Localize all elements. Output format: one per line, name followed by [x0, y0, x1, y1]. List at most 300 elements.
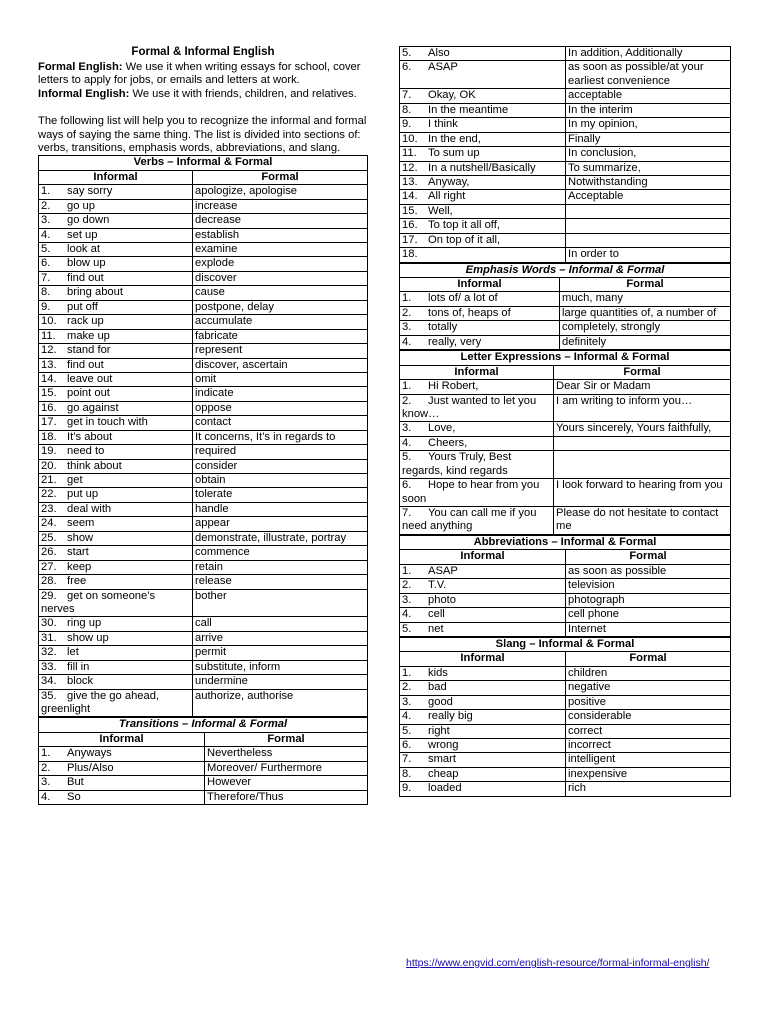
emphasis-row	[400, 321, 731, 335]
abbreviation-row	[400, 579, 731, 593]
formal-cell: appear	[193, 517, 368, 531]
formal-cell: obtain	[193, 474, 368, 488]
slang-row	[400, 666, 731, 680]
informal-cell	[400, 739, 566, 753]
informal-text: let	[67, 646, 79, 659]
informal-cell	[39, 228, 193, 242]
abbreviations-col-formal: Formal	[566, 550, 731, 564]
row-number: 17.	[41, 416, 57, 429]
formal-cell: Moreover/ Furthermore	[205, 761, 368, 775]
transition-row	[39, 747, 368, 761]
formal-cell	[554, 436, 731, 450]
verb-row	[39, 228, 368, 242]
verb-row	[39, 315, 368, 329]
transition-row	[400, 47, 731, 61]
letter-row	[400, 479, 731, 507]
formal-text: We use it when writing essays for school, cover letters to apply for jobs, or emails and letters at work.	[38, 60, 361, 87]
formal-cell: intelligent	[566, 753, 731, 767]
informal-text: bring about	[67, 286, 123, 299]
row-number: 6.	[402, 61, 412, 74]
informal-cell	[400, 710, 566, 724]
verb-row	[39, 257, 368, 271]
row-number: 6.	[402, 739, 412, 751]
formal-cell	[566, 219, 731, 233]
row-number: 17.	[402, 233, 418, 246]
page-title: Formal & Informal English	[131, 46, 275, 58]
formal-cell: considerable	[566, 710, 731, 724]
formal-cell: substitute, inform	[193, 660, 368, 674]
verb-row	[39, 631, 368, 645]
informal-cell	[39, 243, 193, 257]
right-column	[399, 46, 731, 797]
formal-cell: I am writing to inform you…	[554, 394, 731, 422]
informal-text: show	[67, 531, 94, 544]
informal-cell	[400, 622, 566, 636]
informal-text: I think	[428, 118, 458, 131]
verb-row	[39, 243, 368, 257]
row-number: 18.	[41, 430, 57, 443]
verbs-title: Verbs – Informal & Formal	[39, 156, 368, 170]
row-number: 2.	[402, 579, 412, 592]
transition-row	[400, 190, 731, 204]
emphasis-table	[399, 263, 731, 351]
row-number: 10.	[402, 132, 418, 145]
informal-cell	[39, 776, 205, 790]
formal-cell: examine	[193, 243, 368, 257]
verb-row	[39, 531, 368, 545]
formal-cell: contact	[193, 416, 368, 430]
row-number: 35.	[41, 689, 57, 702]
row-number: 1.	[402, 666, 412, 679]
informal-text: make up	[67, 329, 110, 342]
row-number: 3.	[402, 593, 412, 606]
verb-row	[39, 430, 368, 444]
verb-row	[39, 329, 368, 343]
row-number: 7.	[402, 507, 412, 519]
formal-cell: release	[193, 575, 368, 589]
informal-cell	[39, 531, 193, 545]
informal-cell	[39, 271, 193, 285]
informal-text: ring up	[67, 617, 102, 630]
informal-cell	[39, 358, 193, 372]
verb-row	[39, 286, 368, 300]
row-number: 13.	[402, 175, 418, 188]
transition-row	[400, 61, 731, 89]
row-number: 2.	[41, 761, 51, 774]
informal-text: smart	[428, 753, 456, 766]
transition-row	[400, 248, 731, 262]
informal-text: bad	[428, 681, 447, 694]
intro-paragraph: The following list will help you to recognize the informal and formal ways of saying the same thing. The list is divided into sections of: verbs, transitions, emphasis words, abbreviations, and slang.	[38, 115, 367, 154]
abbreviations-table	[399, 535, 731, 637]
verb-row	[39, 646, 368, 660]
formal-cell: discover, ascertain	[193, 358, 368, 372]
row-number: 11.	[41, 329, 56, 342]
informal-text: put up	[67, 488, 99, 501]
abbreviation-row	[400, 608, 731, 622]
intro-section	[38, 46, 368, 155]
formal-cell: inexpensive	[566, 767, 731, 781]
informal-cell	[400, 681, 566, 695]
row-number: 7.	[41, 271, 51, 284]
slang-row	[400, 710, 731, 724]
abbreviation-row	[400, 622, 731, 636]
informal-cell	[39, 214, 193, 228]
informal-text: Love,	[428, 422, 456, 435]
verb-row	[39, 199, 368, 213]
informal-cell	[400, 436, 554, 450]
formal-cell: Therefore/Thus	[205, 790, 368, 804]
row-number: 16.	[41, 401, 57, 414]
formal-cell: correct	[566, 724, 731, 738]
formal-cell: incorrect	[566, 739, 731, 753]
transition-row	[39, 776, 368, 790]
formal-cell: demonstrate, illustrate, portray	[193, 531, 368, 545]
letter-row	[400, 451, 731, 479]
informal-cell	[400, 593, 566, 607]
formal-cell: negative	[566, 681, 731, 695]
slang-col-formal: Formal	[566, 652, 731, 666]
informal-text: In the end,	[428, 132, 481, 145]
formal-cell: bother	[193, 589, 368, 617]
formal-cell: Acceptable	[566, 190, 731, 204]
emphasis-row	[400, 292, 731, 306]
formal-cell: apologize, apologise	[193, 185, 368, 199]
row-number: 8.	[402, 103, 412, 116]
row-number: 6.	[402, 479, 412, 492]
informal-text: put off	[67, 300, 98, 313]
row-number: 15.	[41, 387, 57, 400]
transition-row	[400, 103, 731, 117]
informal-text: block	[67, 675, 94, 688]
slang-row	[400, 753, 731, 767]
transitions-col-formal: Formal	[205, 732, 368, 746]
informal-cell	[39, 199, 193, 213]
informal-cell	[400, 507, 554, 535]
row-number: 7.	[402, 753, 412, 766]
informal-text: right	[428, 724, 450, 737]
formal-cell: commence	[193, 546, 368, 560]
transition-row	[400, 175, 731, 189]
verb-row	[39, 387, 368, 401]
formal-cell: oppose	[193, 401, 368, 415]
row-number: 9.	[41, 300, 51, 313]
row-number: 3.	[402, 321, 412, 334]
informal-cell	[39, 675, 193, 689]
informal-cell	[39, 257, 193, 271]
formal-cell: positive	[566, 695, 731, 709]
letter-row	[400, 394, 731, 422]
informal-text: look at	[67, 243, 100, 256]
verb-row	[39, 459, 368, 473]
informal-text: Anyway,	[428, 175, 470, 188]
informal-cell	[400, 724, 566, 738]
informal-text: To sum up	[428, 147, 480, 160]
formal-cell: children	[566, 666, 731, 680]
informal-text: find out	[67, 358, 104, 371]
informal-cell	[39, 589, 193, 617]
formal-cell: Please do not hesitate to contact me	[554, 507, 731, 535]
informal-cell	[400, 479, 554, 507]
transition-row	[400, 219, 731, 233]
informal-cell	[400, 608, 566, 622]
informal-text: get in touch with	[67, 416, 148, 429]
informal-text: good	[428, 695, 453, 708]
informal-text: All right	[428, 190, 466, 203]
formal-cell: photograph	[566, 593, 731, 607]
emphasis-title: Emphasis Words – Informal & Formal	[400, 263, 731, 277]
formal-cell: In conclusion,	[566, 147, 731, 161]
verb-row	[39, 271, 368, 285]
formal-cell: omit	[193, 372, 368, 386]
verbs-col-formal: Formal	[193, 170, 368, 184]
informal-cell	[39, 445, 193, 459]
emphasis-col-informal: Informal	[400, 278, 560, 292]
row-number: 13.	[41, 358, 57, 371]
informal-cell	[400, 321, 560, 335]
formal-cell	[566, 204, 731, 218]
formal-cell: authorize, authorise	[193, 689, 368, 717]
formal-cell: rich	[566, 782, 731, 796]
informal-cell	[400, 233, 566, 247]
formal-cell: acceptable	[566, 89, 731, 103]
informal-text: Just wanted to let you know…	[402, 394, 537, 420]
formal-cell: retain	[193, 560, 368, 574]
informal-cell	[400, 118, 566, 132]
row-number: 19.	[41, 445, 57, 458]
formal-cell: call	[193, 617, 368, 631]
informal-cell	[39, 401, 193, 415]
row-number: 10.	[41, 315, 57, 328]
formal-cell: discover	[193, 271, 368, 285]
informal-cell	[400, 753, 566, 767]
informal-text: Hi Robert,	[428, 380, 479, 393]
letter-col-formal: Formal	[554, 365, 731, 379]
formal-cell: arrive	[193, 631, 368, 645]
formal-cell: In the interim	[566, 103, 731, 117]
transition-row	[400, 89, 731, 103]
letter-table	[399, 350, 731, 535]
transition-row	[39, 761, 368, 775]
formal-cell: handle	[193, 502, 368, 516]
informal-text: go down	[67, 214, 110, 227]
informal-label: Informal English:	[38, 87, 130, 100]
informal-text: Also	[428, 47, 450, 59]
informal-text: Yours Truly, Best regards, kind regards	[402, 451, 512, 477]
row-number: 5.	[402, 724, 412, 737]
formal-cell: consider	[193, 459, 368, 473]
informal-cell	[39, 617, 193, 631]
informal-cell	[39, 185, 193, 199]
informal-text: really, very	[428, 335, 482, 348]
informal-text: Plus/Also	[67, 761, 114, 774]
informal-text: rack up	[67, 315, 104, 328]
informal-cell	[39, 646, 193, 660]
formal-cell: cause	[193, 286, 368, 300]
formal-cell: television	[566, 579, 731, 593]
source-link[interactable]: https://www.engvid.com/english-resource/formal-informal-english/	[406, 957, 710, 969]
transitions-title: Transitions – Informal & Formal	[39, 718, 368, 732]
informal-cell	[39, 416, 193, 430]
row-number: 25.	[41, 531, 57, 544]
informal-cell	[39, 488, 193, 502]
row-number: 6.	[41, 257, 51, 270]
informal-cell	[400, 89, 566, 103]
transitions-col-informal: Informal	[39, 732, 205, 746]
formal-cell: definitely	[560, 335, 731, 349]
informal-cell	[39, 790, 205, 804]
informal-cell	[39, 660, 193, 674]
informal-cell	[39, 560, 193, 574]
informal-text: stand for	[67, 344, 111, 357]
row-number: 4.	[402, 608, 412, 621]
formal-cell: required	[193, 445, 368, 459]
row-number: 8.	[41, 286, 51, 299]
informal-text: photo	[428, 593, 456, 606]
row-number: 14.	[41, 372, 57, 385]
formal-cell: tolerate	[193, 488, 368, 502]
informal-text: leave out	[67, 372, 113, 385]
informal-text: totally	[428, 321, 458, 334]
emphasis-col-formal: Formal	[560, 278, 731, 292]
informal-text: get on someone’s nerves	[41, 589, 156, 615]
informal-text: seem	[67, 517, 95, 530]
informal-text: set up	[67, 228, 98, 241]
informal-text: go against	[67, 401, 119, 414]
informal-cell	[400, 666, 566, 680]
row-number: 4.	[41, 790, 51, 803]
informal-cell	[39, 474, 193, 488]
informal-cell	[400, 564, 566, 578]
row-number: 5.	[402, 47, 412, 59]
formal-cell: completely, strongly	[560, 321, 731, 335]
transition-row	[400, 161, 731, 175]
informal-cell	[400, 451, 554, 479]
row-number: 9.	[402, 118, 412, 131]
verb-row	[39, 560, 368, 574]
row-number: 1.	[402, 564, 412, 577]
formal-cell: decrease	[193, 214, 368, 228]
informal-definition	[38, 88, 368, 101]
formal-cell: increase	[193, 199, 368, 213]
formal-cell: Notwithstanding	[566, 175, 731, 189]
row-number: 27.	[41, 560, 57, 573]
letter-col-informal: Informal	[400, 365, 554, 379]
letter-row	[400, 380, 731, 394]
formal-cell: I look forward to hearing from you	[554, 479, 731, 507]
formal-cell	[554, 451, 731, 479]
informal-text: cell	[428, 608, 445, 621]
verbs-table	[38, 155, 368, 717]
informal-text: think about	[67, 459, 122, 472]
row-number: 2.	[402, 306, 412, 319]
informal-text: T.V.	[428, 579, 447, 592]
formal-cell: To summarize,	[566, 161, 731, 175]
verb-row	[39, 300, 368, 314]
emphasis-row	[400, 335, 731, 349]
slang-table	[399, 637, 731, 797]
informal-cell	[39, 459, 193, 473]
informal-text: To top it all off,	[428, 219, 500, 232]
informal-text: So	[67, 790, 81, 803]
row-number: 9.	[402, 782, 412, 795]
verb-row	[39, 617, 368, 631]
formal-cell: explode	[193, 257, 368, 271]
abbreviation-row	[400, 593, 731, 607]
informal-text: lots of/ a lot of	[428, 292, 498, 305]
row-number: 30.	[41, 617, 57, 630]
formal-cell	[566, 233, 731, 247]
informal-cell	[39, 761, 205, 775]
row-number: 2.	[402, 394, 412, 407]
informal-text: fill in	[67, 660, 90, 673]
transition-row	[400, 147, 731, 161]
informal-text: cheap	[428, 767, 459, 780]
letter-row	[400, 507, 731, 535]
formal-label: Formal English:	[38, 60, 123, 73]
row-number: 26.	[41, 546, 57, 559]
informal-text: find out	[67, 271, 104, 284]
verb-row	[39, 502, 368, 516]
informal-text: Okay, OK	[428, 89, 476, 102]
informal-text: But	[67, 776, 84, 789]
formal-cell: Nevertheless	[205, 747, 368, 761]
informal-cell	[400, 335, 560, 349]
row-number: 12.	[402, 161, 418, 174]
informal-cell	[39, 329, 193, 343]
formal-cell: represent	[193, 344, 368, 358]
informal-cell	[400, 394, 554, 422]
formal-cell: It concerns, It’s in regards to	[193, 430, 368, 444]
verb-row	[39, 344, 368, 358]
informal-text: point out	[67, 387, 110, 400]
row-number: 1.	[41, 185, 51, 198]
informal-cell	[39, 546, 193, 560]
row-number: 2.	[402, 681, 412, 694]
informal-text: go up	[67, 199, 95, 212]
formal-cell: accumulate	[193, 315, 368, 329]
row-number: 1.	[402, 380, 412, 393]
row-number: 33.	[41, 660, 57, 673]
formal-cell: fabricate	[193, 329, 368, 343]
informal-text: kids	[428, 666, 448, 679]
formal-cell: In addition, Additionally	[566, 47, 731, 61]
informal-text: give the go ahead, greenlight	[41, 689, 160, 716]
informal-cell	[400, 422, 554, 436]
informal-cell	[39, 430, 193, 444]
formal-cell: In my opinion,	[566, 118, 731, 132]
abbreviations-col-informal: Informal	[400, 550, 566, 564]
row-number: 5.	[41, 243, 51, 256]
informal-cell	[400, 132, 566, 146]
verb-row	[39, 517, 368, 531]
formal-cell: Dear Sir or Madam	[554, 380, 731, 394]
formal-cell: permit	[193, 646, 368, 660]
row-number: 4.	[41, 228, 51, 241]
verb-row	[39, 546, 368, 560]
informal-text: It’s about	[67, 430, 113, 443]
verb-row	[39, 358, 368, 372]
informal-text: need to	[67, 445, 105, 458]
informal-text: Well,	[428, 204, 453, 217]
informal-cell	[400, 306, 560, 320]
informal-text: We use it with friends, children, and relatives.	[129, 87, 357, 100]
informal-cell	[400, 219, 566, 233]
verb-row	[39, 589, 368, 617]
formal-cell: as soon as possible/at your earliest convenience	[566, 61, 731, 89]
informal-text: ASAP	[428, 61, 458, 74]
informal-cell	[400, 190, 566, 204]
